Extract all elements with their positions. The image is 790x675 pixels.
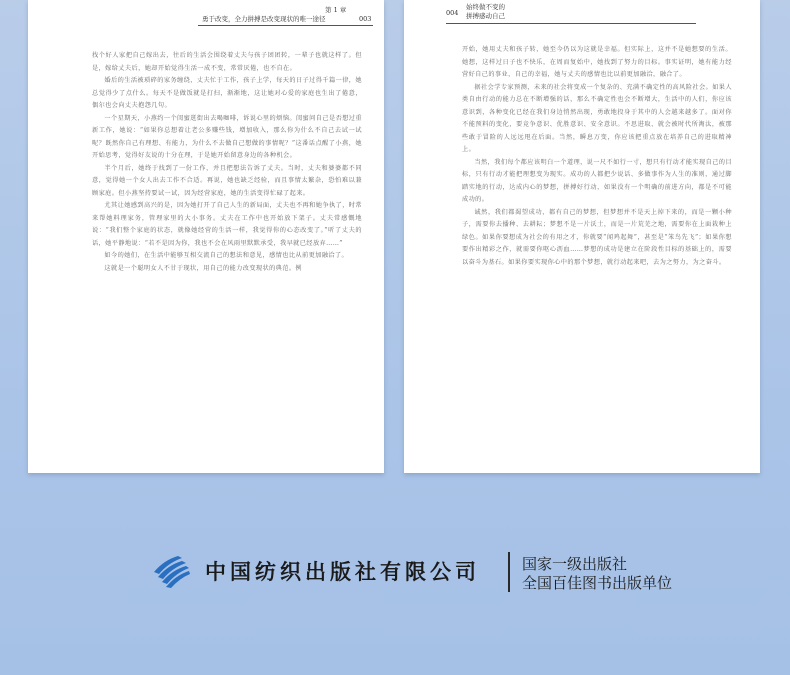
body-paragraph: 这就是一个聪明女人不甘于现状，用自己的能力改变现状的典范。例 bbox=[104, 264, 303, 272]
publisher-tagline-1: 国家一级出版社 bbox=[522, 555, 628, 573]
left-body-text bbox=[92, 50, 362, 275]
left-page-number: 003 bbox=[359, 15, 372, 23]
body-paragraph: 尤其让她感到高兴的是，因为她打开了自己人生的新局面，丈夫也不再和她争执了，时常来帮她料理家务，管理家里的大小事务。丈夫在工作中也开始放下架子。丈夫常感慨地说：“我们整个家庭的状态，就像她经营的生活一样，我觉得你的心态改变了。”听了丈夫的话，她平静地说：“若不是因为你，我也不会在风雨里默默承受，我早就已经放弃……” bbox=[92, 202, 362, 247]
body-paragraph: 当然，我们每个都应该明白一个道理，说一尺不如行一寸，想只有行动才能实现自己的目标，只有行动才能把理想变为现实。成功的人都把少说话、多做事作为人生的准则，通过脚踏实地的行动，达成内心的梦想，拼搏好行动，如果没有一个明确的前进方向，都是不可能成功的。 bbox=[462, 158, 732, 203]
right-running-title-1: 始终做不变的 bbox=[466, 3, 505, 11]
header-rule bbox=[198, 25, 373, 26]
body-paragraph: 找个好人家把自己嫁出去，往后的生活会围绕着丈夫与孩子团团转，一辈子也就这样了。但是，嫁给丈夫后，她却开始觉得生活一成不变，常常厌倦，也不自在。 bbox=[92, 52, 362, 72]
chapter-label: 第 1 章 bbox=[325, 6, 347, 14]
publisher-logo-icon bbox=[152, 554, 190, 588]
footer-divider bbox=[508, 552, 510, 592]
publisher-name: 中国纺织出版社有限公司 bbox=[205, 560, 480, 584]
right-page-number: 004 bbox=[446, 9, 459, 17]
body-paragraph: 婚后的生活被琐碎的家务缠绕，丈夫忙于工作，孩子上学，每天的日子过得千篇一律，她总觉得少了点什么。每天不是做饭就是打扫，渐渐地，这让她对心爱的家庭也生出了倦意，偶尔也会向丈夫抱怨几句。 bbox=[92, 77, 362, 109]
right-running-title-2: 拼搏感动自己 bbox=[466, 12, 505, 20]
body-paragraph: 如今的她们，在生活中能够互相交流自己的想法和意见，感情也比从前更加融洽了。 bbox=[104, 252, 349, 259]
right-body-text bbox=[462, 44, 732, 269]
body-paragraph: 半个月后，她终于找到了一份工作，并且把想法告诉了丈夫。当时，丈夫和婆婆都不同意，觉得她一个女人出去工作不合适。再说，她也缺乏经验，而且事情太繁杂，恐怕难以兼顾家庭。但小燕坚持要试一试，因为经营家庭，她的生活变得忙碌了起来。 bbox=[92, 164, 362, 197]
header-rule bbox=[446, 23, 696, 24]
body-paragraph: 诚然，我们都渴望成功，都有自己的梦想，但梦想并不是天上掉下来的，而是一颗小种子，需要你去播种、去耕耘；梦想不是一片沃土，而是一片荒芜之地，需要你在上面栽种上绿色。如果你要想成为社会的有用之才，你就要“闻鸡起舞”，甚至是“笨鸟先飞”；如果你想要作出精彩之作，就需要你呕心沥血……梦想的成功是建立在阶段性目标的基础上的，需要以奋斗为基石。如果你要实现你心中的那个梦想，就行动起来吧，去为之努力，为之奋斗。 bbox=[462, 208, 732, 266]
body-paragraph: 据社会学专家预测，未来的社会将变成一个复杂的、充满不确定性的高风险社会。如果人类自由行动的能力总在不断增强的话，那么不确定性也会不断增大，生活中的人们，你应该意识到，各种变化已经在我们身边悄然出现，勇敢地投身于其中的人会越来越多了。面对你不能预料的变化，要竞争意识、优胜意识、安全意识。不思进取、就会被时代所淘汰，被那些敢于冒险的人远远甩在后面。当然，瞬息万变，你应该把重点放在培养自己的进取精神上。 bbox=[462, 83, 732, 153]
left-book-page bbox=[28, 0, 384, 473]
publisher-tagline-2: 全国百佳图书出版单位 bbox=[522, 574, 673, 592]
right-book-page bbox=[404, 0, 760, 473]
body-paragraph: 一个星期天，小燕约一个闺蜜逛街出去喝咖啡，诉说心里的烦恼。闺蜜问自己是否想过重新工作，她说：“如果你总想着让老公多赚些钱，增加收入，那么你为什么不自己去试一试呢？既然你自己有理想、有能力，为什么不去做自己想做的事情呢？”这番话点醒了小燕，她开始思考，觉得好友说的十分在理，于是她开始留意身边的各种机会。 bbox=[92, 114, 362, 159]
left-running-title: 勇于改变，全力拼搏是改变现状的唯一途径 bbox=[202, 15, 326, 23]
body-paragraph: 开始，她用丈夫和孩子转，她至今仍以为这就是幸福。但实际上，这并不是她想要的生活。她想，这样过日子也不快乐，在周而复始中，她找到了努力的目标。事实证明，她有能力经营好自己的事业，自己的幸福，她与丈夫的感情也比以前更加融洽，融合了。 bbox=[462, 46, 732, 78]
